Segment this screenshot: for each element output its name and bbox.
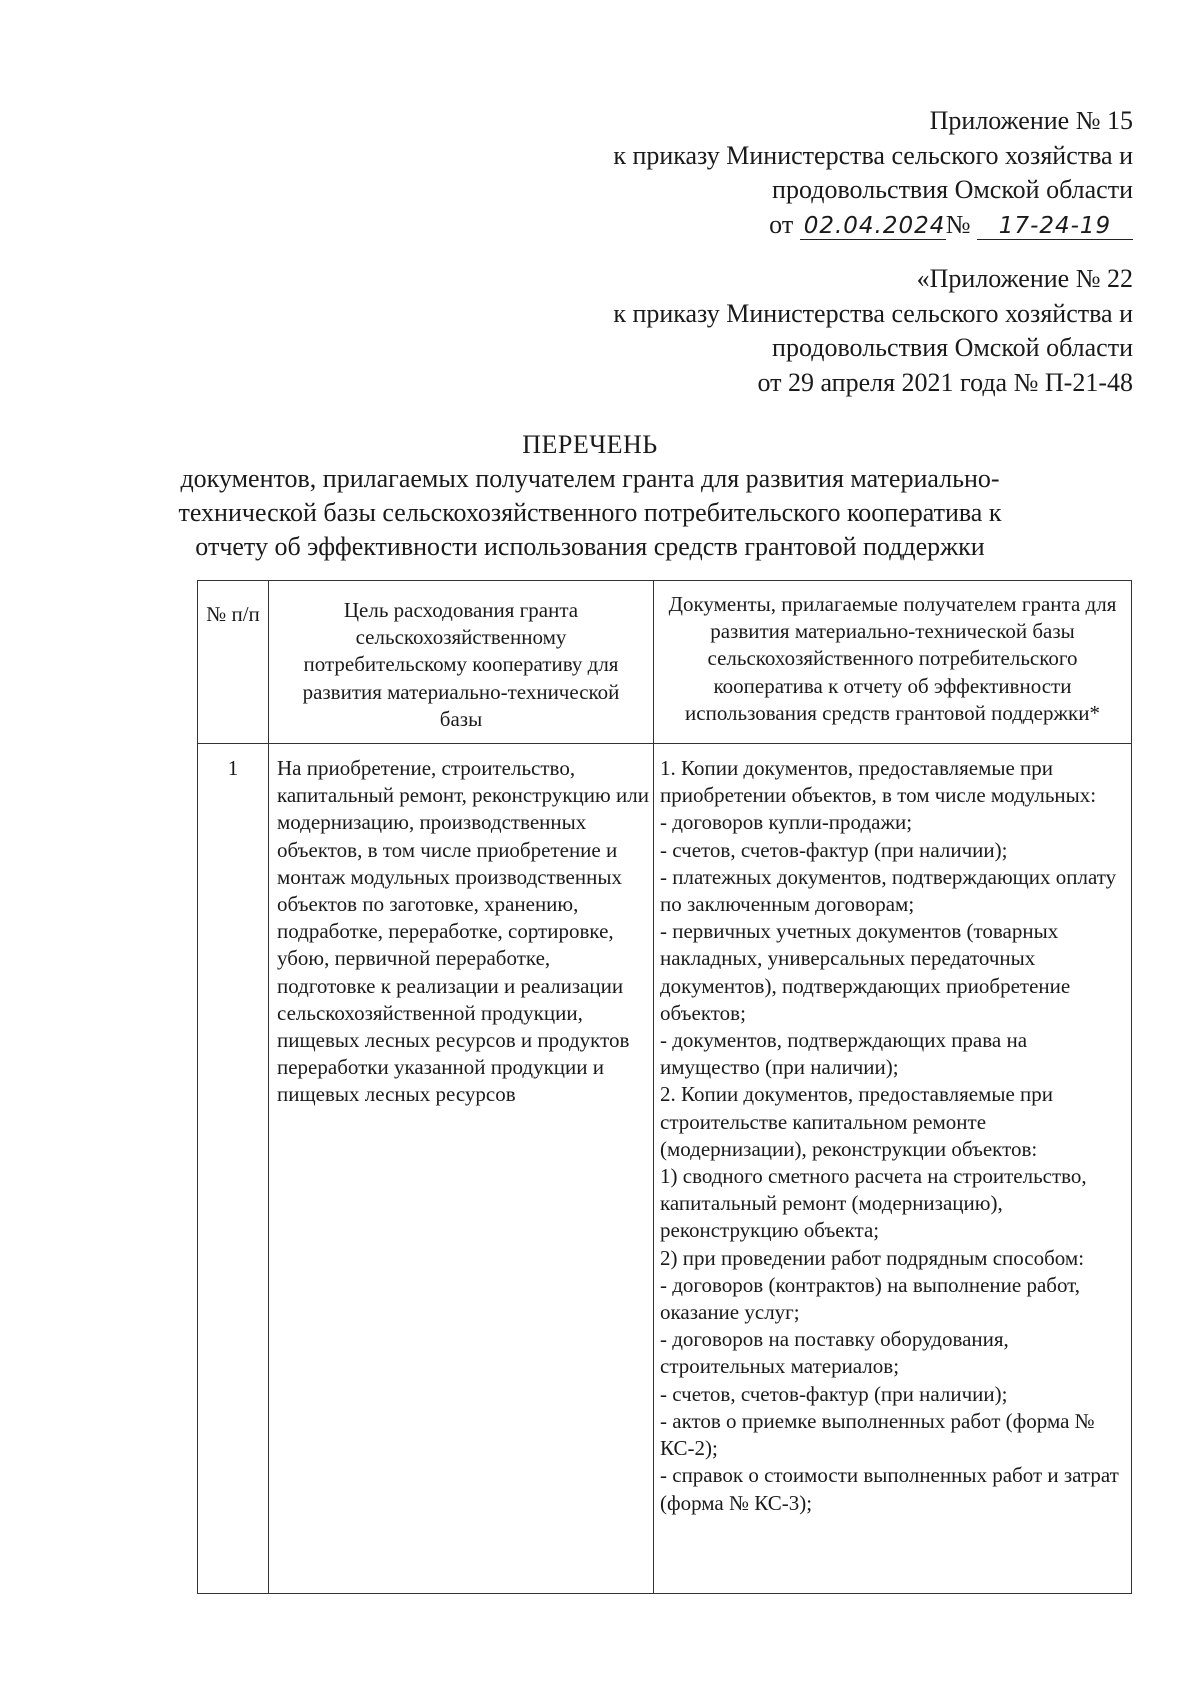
document-item: - актов о приемке выполненных работ (форма № КС-2); [660, 1408, 1095, 1461]
appendix-15-header [613, 104, 1133, 242]
table-row [198, 744, 1132, 1594]
document-item: - договоров на поставку оборудования, строительных материалов; [660, 1327, 1009, 1379]
document-item: 1. Копии документов, предоставляемые при приобретении объектов, в том числе модульных: [660, 756, 1097, 808]
appendix-22-ministry-line: продовольствия Омской области [772, 333, 1133, 362]
document-item: - первичных учетных документов (товарных накладных, универсальных передаточных документов), подтверждающих приобретение объектов; [660, 919, 1071, 1025]
document-item: 2. Копии документов, предоставляемые при строительстве капитальном ремонте (модернизации), реконструкции объектов: [660, 1082, 1054, 1161]
document-item: 1) сводного сметного расчета на строительство, капитальный ремонт (модернизацию), реконструкцию объекта; [660, 1164, 1087, 1243]
header-number: № п/п [198, 581, 269, 744]
document-item: - договоров купли-продажи; [660, 810, 913, 835]
header-purpose: Цель расходования гранта сельскохозяйственному потребительскому кооперативу для развития материально-технической базы [269, 581, 654, 744]
row-purpose: На приобретение, строительство, капитальный ремонт, реконструкцию или модернизацию, производственных объектов, в том числе приобретение и монтаж модульных производственных объектов по заготовке, хранению, подработке, переработке, сортировке, убою, первичной переработке, подготовке к реализации и реализации сельскохозяйственной продукции, пищевых лесных ресурсов и продуктов переработки указанной продукции и пищевых лесных ресурсов [269, 744, 654, 1594]
row-number: 1 [198, 744, 269, 1594]
document-item: - справок о стоимости выполненных работ и затрат (форма № КС-3); [660, 1463, 1119, 1515]
table-header-row [198, 581, 1132, 744]
row-documents [654, 744, 1132, 1594]
document-item: 2) при проведении работ подрядным способом: [660, 1245, 1085, 1270]
appendix-22-title: «Приложение № 22 [916, 264, 1133, 293]
appendix-15-date-line [613, 208, 1133, 243]
documents-table [197, 580, 1132, 1594]
number-sign: № [945, 209, 971, 239]
header-documents: Документы, прилагаемые получателем гранта для развития материально-технической базы сельскохозяйственного потребительского кооператива к отчету об эффективности использования средств грантовой поддержки* [654, 581, 1132, 744]
document-subtitle-line-3: отчету об эффективности использования средств грантовой поддержки [195, 532, 985, 561]
handwritten-date: 02.04.2024 [800, 213, 946, 240]
document-heading: ПЕРЕЧЕНЬ [522, 430, 658, 459]
document-item: - счетов, счетов-фактур (при наличии); [660, 1381, 1008, 1406]
document-item: - счетов, счетов-фактур (при наличии); [660, 837, 1008, 862]
appendix-15-order-line: к приказу Министерства сельского хозяйства и [613, 140, 1133, 170]
handwritten-number: 17-24-19 [977, 213, 1133, 240]
appendix-22-order-line: к приказу Министерства сельского хозяйства и [613, 298, 1133, 328]
document-subtitle-line-2: технической базы сельскохозяйственного потребительского кооператива к [178, 498, 1002, 527]
document-item: - платежных документов, подтверждающих оплату по заключенным договорам; [660, 864, 1117, 917]
appendix-22-date-line: от 29 апреля 2021 года № П-21-48 [757, 367, 1133, 397]
appendix-15-ministry-line: продовольствия Омской области [772, 175, 1133, 204]
document-title-block [150, 428, 1030, 564]
document-item: - договоров (контрактов) на выполнение работ, оказание услуг; [660, 1272, 1081, 1325]
document-item: - документов, подтверждающих права на имущество (при наличии); [660, 1028, 1028, 1080]
document-subtitle-line-1: документов, прилагаемых получателем гранта для развития материально- [180, 464, 1000, 493]
appendix-15-title: Приложение № 15 [929, 106, 1133, 135]
appendix-22-header [613, 262, 1133, 400]
date-prefix: от [769, 209, 794, 239]
